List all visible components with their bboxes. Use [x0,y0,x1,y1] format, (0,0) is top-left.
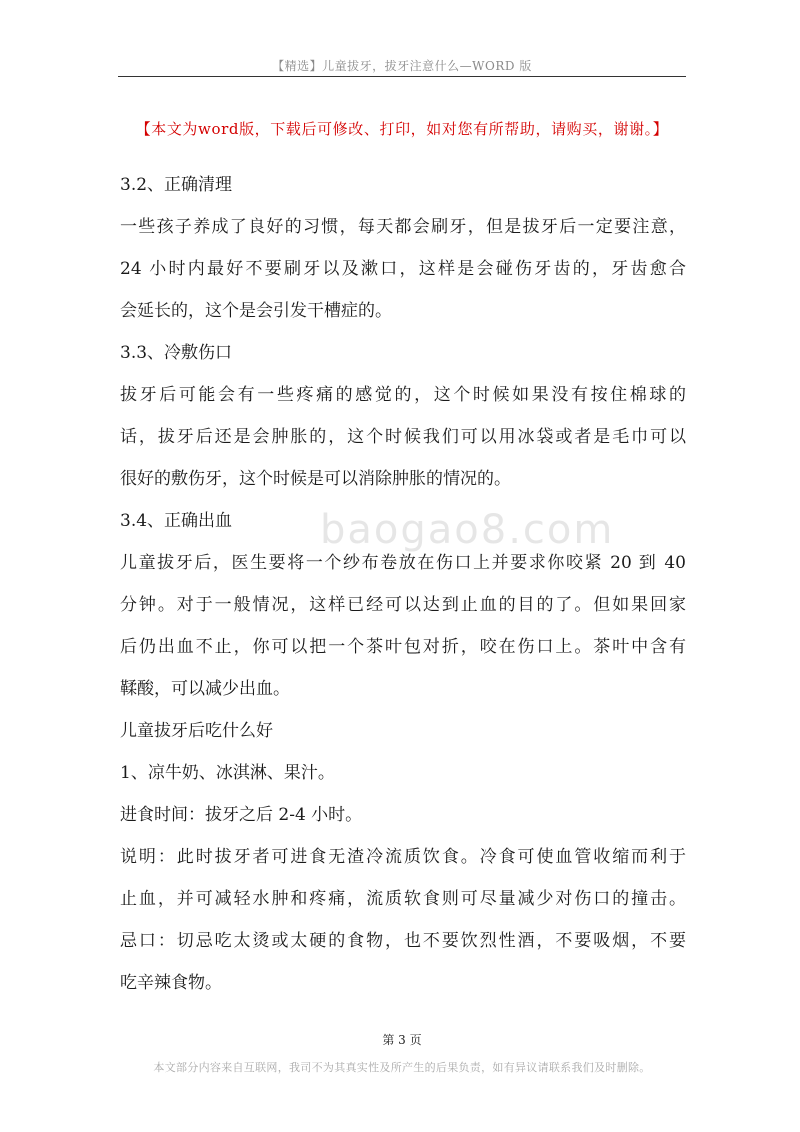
paragraph-line: 会延长的，这个是会引发干槽症的。 [120,301,392,321]
paragraph-line: 很好的敷伤牙，这个时候是可以消除肿胀的情况的。 [120,469,511,489]
paragraph-line: 话，拔牙后还是会肿胀的，这个时候我们可以用冰袋或者是毛巾可以 [120,427,686,447]
paragraph-line: 分钟。对于一般情况，这样已经可以达到止血的目的了。但如果回家 [120,595,686,615]
paragraph-line: 24 小时内最好不要刷牙以及漱口，这样是会碰伤牙齿的，牙齿愈合 [120,259,686,279]
paragraph-line: 后仍出血不止，你可以把一个茶叶包对折，咬在伤口上。茶叶中含有 [120,637,686,657]
section-heading: 3.2、正确清理 [120,175,233,195]
paragraph-line: 吃辛辣食物。 [120,973,222,993]
paragraph-line: 说明：此时拔牙者可进食无渣冷流质饮食。冷食可使血管收缩而利于 [120,847,686,867]
footer-disclaimer: 本文部分内容来自互联网，我司不为其真实性及所产生的后果负责，如有异议请联系我们及时删除。 [153,1061,651,1074]
section-heading: 3.3、冷敷伤口 [120,343,233,363]
section-heading: 3.4、正确出血 [120,511,233,531]
page-header: 【精选】儿童拔牙，拔牙注意什么—WORD 版 [272,59,532,73]
header-divider [118,76,686,77]
page-number: 第 3 页 [382,1033,422,1047]
document-body [120,164,686,1004]
paragraph-line: 进食时间：拔牙之后 2-4 小时。 [120,805,363,825]
watermark: baogao8.com [320,507,615,553]
list-item: 1、凉牛奶、冰淇淋、果汁。 [120,763,335,783]
paragraph-line: 忌口：切忌吃太烫或太硬的食物，也不要饮烈性酒，不要吸烟，不要 [120,931,686,951]
section-heading: 儿童拔牙后吃什么好 [120,721,273,741]
paragraph-line: 拔牙后可能会有一些疼痛的感觉的，这个时候如果没有按住棉球的 [120,385,686,405]
paragraph-line: 儿童拔牙后，医生要将一个纱布卷放在伤口上并要求你咬紧 20 到 40 [120,553,686,573]
paragraph-line: 止血，并可减轻水肿和疼痛，流质软食则可尽量减少对伤口的撞击。 [120,889,686,909]
download-notice: 【本文为word版，下载后可修改、打印，如对您有所帮助，请购买，谢谢。】 [135,120,669,138]
paragraph-line: 鞣酸，可以减少出血。 [120,679,290,699]
paragraph-line: 一些孩子养成了良好的习惯，每天都会刷牙，但是拔牙后一定要注意， [120,217,686,237]
